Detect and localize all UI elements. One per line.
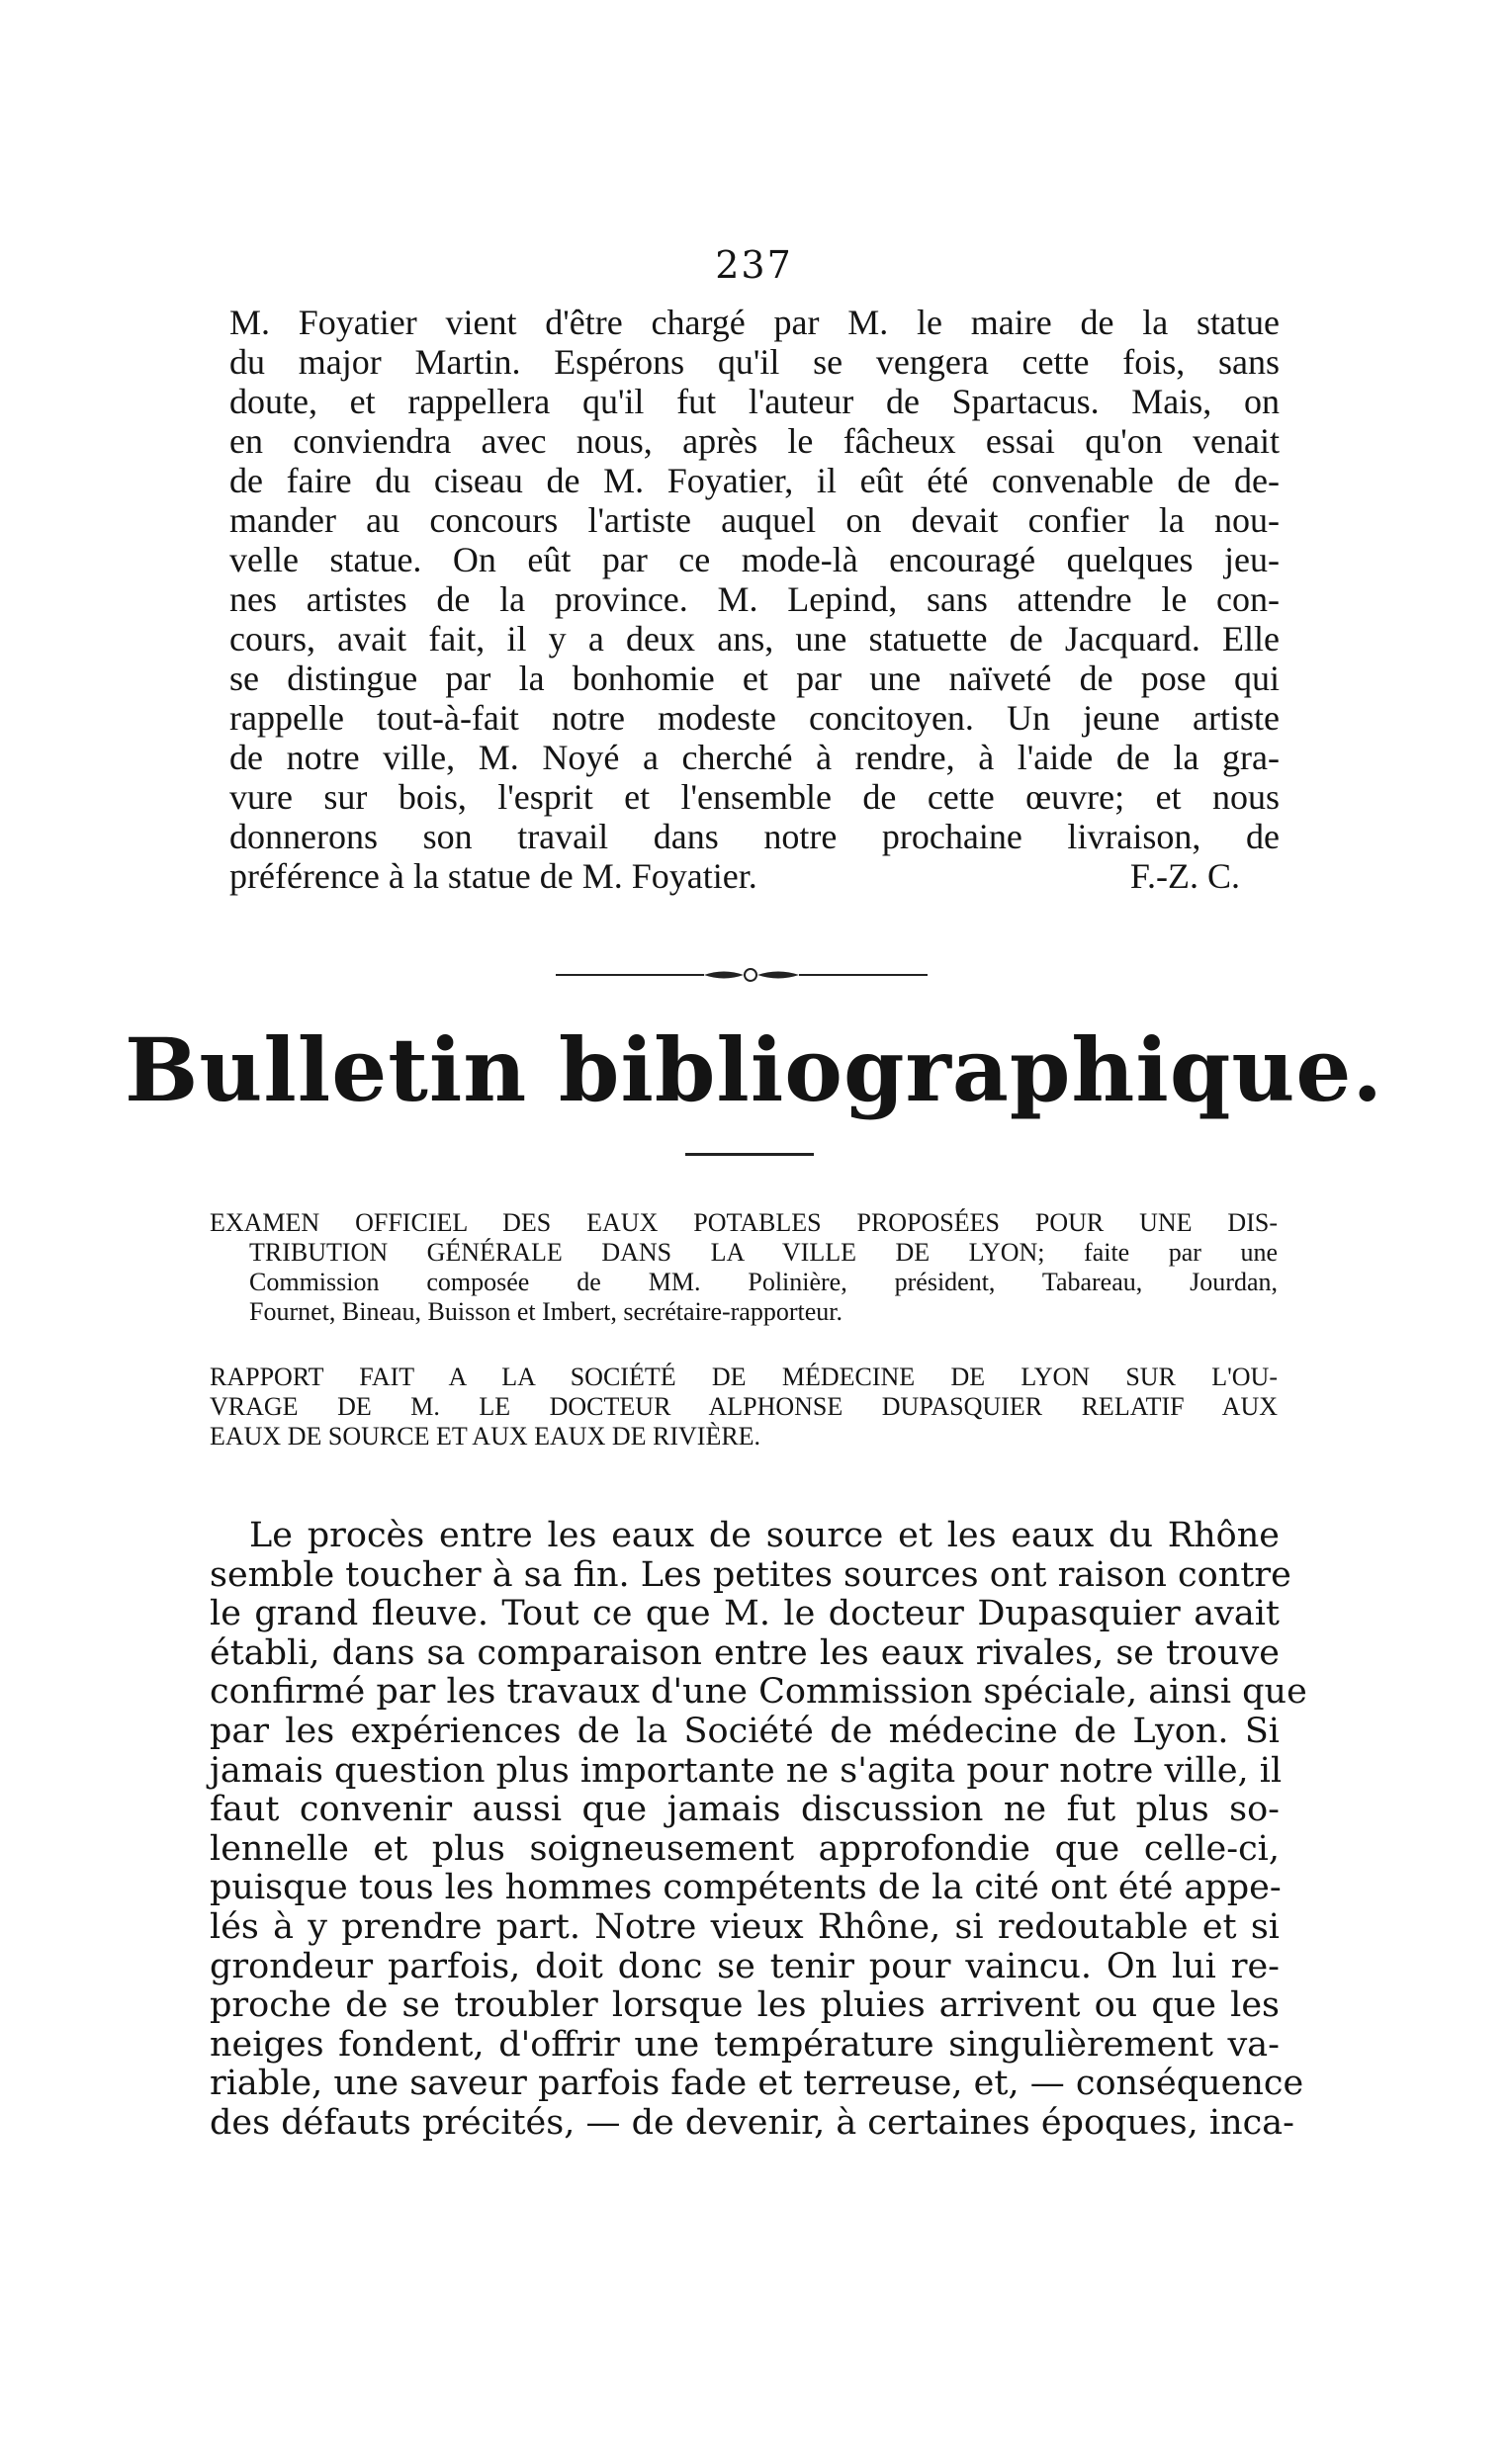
page-number: 237: [715, 243, 793, 287]
text-line: donnerons son travail dans notre prochaine livraison, de: [229, 817, 1280, 856]
text-line: puisque tous les hommes compétents de la cité ont été appe-: [210, 1868, 1282, 1908]
text-line: rappelle tout-à-fait notre modeste concitoyen. Un jeune artiste: [229, 698, 1280, 738]
text-line: Le procès entre les eaux de source et les eaux du Rhône: [249, 1516, 1280, 1555]
text-line: préférence à la statue de M. Foyatier.: [229, 856, 757, 896]
text-line: jamais question plus importante ne s'agita pour notre ville, il: [210, 1750, 1283, 1791]
text-line: proche de se troubler lorsque les pluies arrivent ou que les: [210, 1985, 1280, 2026]
text-line: mander au concours l'artiste auquel on devait confier la nou-: [229, 500, 1280, 540]
text-line: de notre ville, M. Noyé a cherché à rendre, à l'aide de la gra-: [229, 738, 1280, 777]
heading-rule: [685, 1153, 814, 1156]
text-line: grondeur parfois, doit donc se tenir pour vaincu. On lui re-: [210, 1946, 1280, 1986]
section-heading: Bulletin bibliographique.: [125, 1018, 1383, 1121]
text-line: de faire du ciseau de M. Foyatier, il eût été convenable de de-: [229, 461, 1280, 500]
text-line: doute, et rappellera qu'il fut l'auteur de Spartacus. Mais, on: [229, 382, 1280, 421]
text-line: faut convenir aussi que jamais discussion ne fut plus so-: [210, 1790, 1280, 1830]
text-line: établi, dans sa comparaison entre les eaux rivales, se trouve: [210, 1632, 1280, 1673]
entry-line: Fournet, Bineau, Buisson et Imbert, secrétaire-rapporteur.: [249, 1297, 843, 1326]
review-body: [210, 1516, 1307, 2144]
text-line: le grand fleuve. Tout ce que M. le docteur Dupasquier avait: [210, 1594, 1280, 1634]
text-line: velle statue. On eût par ce mode-là encouragé quelques jeu-: [229, 540, 1280, 579]
entry-line: EAUX DE SOURCE ET AUX EAUX DE RIVIÈRE.: [210, 1422, 761, 1451]
entry-line: VRAGE DE M. LE DOCTEUR ALPHONSE DUPASQUIER RELATIF AUX: [210, 1392, 1278, 1421]
bibliography-entry-1: [210, 1208, 1278, 1327]
text-line: neiges fondent, d'offrir une température singulièrement va-: [210, 2024, 1280, 2065]
text-line: vure sur bois, l'esprit et l'ensemble de cette œuvre; et nous: [229, 777, 1280, 817]
text-line: par les expériences de la Société de médecine de Lyon. Si: [210, 1711, 1280, 1751]
article-conclusion: [229, 303, 1280, 896]
entry-line: EXAMEN OFFICIEL DES EAUX POTABLES PROPOSÉES POUR UNE DIS-: [210, 1208, 1278, 1237]
text-line: se distingue par la bonhomie et par une naïveté de pose qui: [229, 659, 1280, 698]
text-line: M. Foyatier vient d'être chargé par M. le maire de la statue: [229, 303, 1280, 342]
signature-line: [229, 856, 1280, 896]
text-line: en conviendra avec nous, après le fâcheux essai qu'on venait: [229, 421, 1280, 461]
bibliography-entry-2: [210, 1363, 1278, 1452]
text-line: des défauts précités, — de devenir, à certaines époques, inca-: [210, 2102, 1294, 2143]
text-line: cours, avait fait, il y a deux ans, une statuette de Jacquard. Elle: [229, 619, 1280, 659]
text-line: lennelle et plus soigneusement approfondie que celle-ci,: [210, 1828, 1280, 1869]
text-line: du major Martin. Espérons qu'il se vengera cette fois, sans: [229, 342, 1280, 382]
text-line: semble toucher à sa fin. Les petites sources ont raison contre: [210, 1554, 1291, 1595]
text-line: riable, une saveur parfois fade et terreuse, et, — conséquence: [210, 2064, 1304, 2104]
ornament-divider-icon: [556, 965, 928, 985]
text-line: confirmé par les travaux d'une Commission spéciale, ainsi que: [210, 1672, 1307, 1713]
author-signature: F.-Z. C.: [1129, 856, 1240, 896]
entry-line: Commission composée de MM. Polinière, président, Tabareau, Jourdan,: [249, 1268, 1278, 1296]
entry-line: TRIBUTION GÉNÉRALE DANS LA VILLE DE LYON; faite par une: [249, 1238, 1278, 1267]
text-line: nes artistes de la province. M. Lepind, sans attendre le con-: [229, 579, 1280, 619]
text-line: lés à y prendre part. Notre vieux Rhône, si redoutable et si: [210, 1906, 1280, 1947]
entry-line: RAPPORT FAIT A LA SOCIÉTÉ DE MÉDECINE DE LYON SUR L'OU-: [210, 1363, 1278, 1391]
